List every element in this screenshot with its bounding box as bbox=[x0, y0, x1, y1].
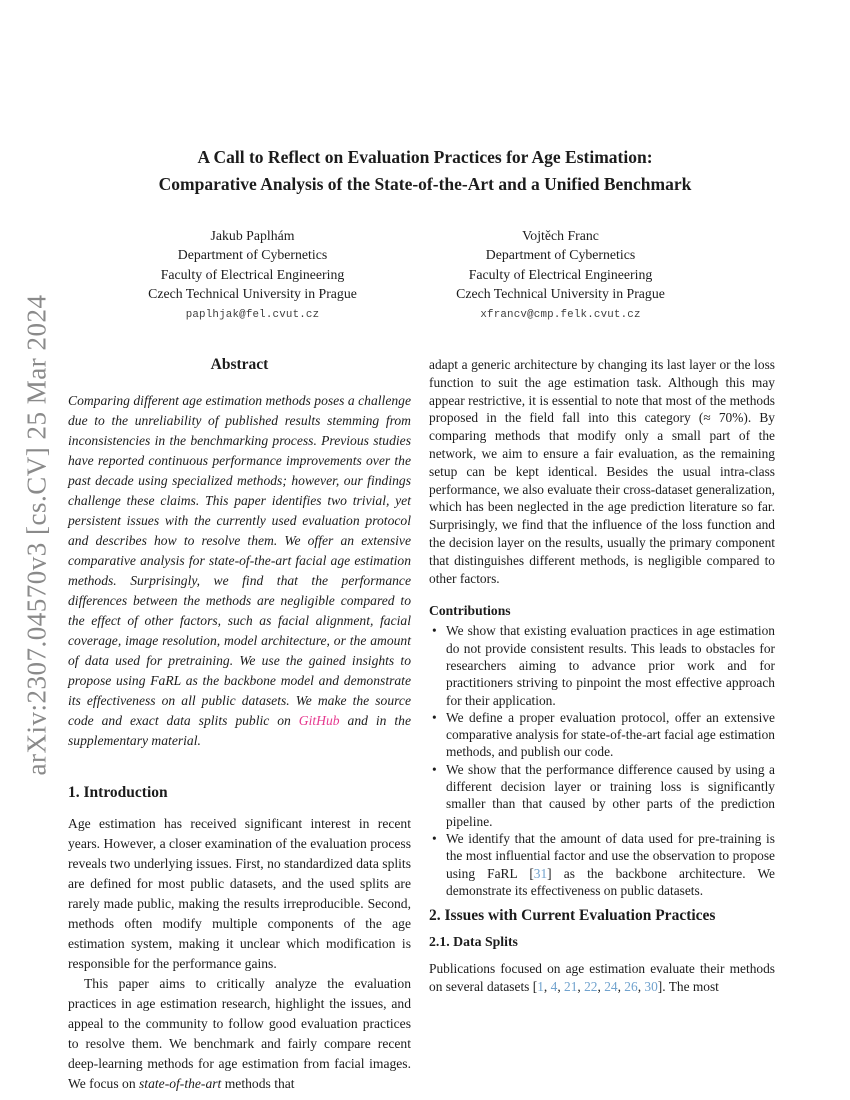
text-run: This paper aims to critically analyze the evaluation practices in age estimation research, highlight the issues, and appeal to the community to follow good evaluation practices to resolve them. We benchmark and fairly compare recent deep-learning methods for age estimation from facial images. We focus on bbox=[68, 976, 411, 1091]
text-run: ] as the backbone architecture. We demonstrate its effectiveness on public datasets. bbox=[446, 865, 775, 898]
right-column-paragraph-1: adapt a generic architecture by changing its last layer or the loss function to suit the age estimation task. Although this may appear restrictive, it is essential to note that most of the methods proposed in the field fall into this category (≈ 70%). By comparing methods that modify only a small part of the network, we aim to ensure a fair evaluation, as the remaining setup can be kept identical. Besides the usual intra-class performance, we also evaluate their cross-dataset generalization, which has been neglected in the age prediction literature so far. Surprisingly, we find that the influence of the loss function and the decision layer on the results, usually the primary component that distinguishes different methods, is negligible compared to other factors. bbox=[429, 357, 775, 586]
citation-link[interactable]: 30 bbox=[644, 978, 658, 994]
author-affiliation: Faculty of Electrical Engineering bbox=[160, 266, 345, 282]
introduction-paragraph-2 bbox=[68, 974, 411, 1094]
text-run: , bbox=[557, 978, 565, 994]
author-email: xfrancv@cmp.felk.cvut.cz bbox=[480, 308, 641, 321]
author-affiliation: Department of Cybernetics bbox=[177, 247, 328, 263]
abstract-text bbox=[68, 391, 411, 751]
citation-link[interactable]: 31 bbox=[533, 865, 548, 881]
text-run: We define a proper evaluation protocol, offer an extensive comparative analysis for state-of-the-art facial age estimation methods, and publish our code. bbox=[446, 709, 775, 760]
citation-link[interactable]: 22 bbox=[584, 978, 598, 994]
author-affiliation: Czech Technical University in Prague bbox=[456, 286, 665, 302]
right-column bbox=[429, 356, 775, 996]
author-name: Jakub Paplhám bbox=[210, 228, 295, 243]
text-run: , bbox=[617, 978, 625, 994]
section-2-heading: 2. Issues with Current Evaluation Practices bbox=[429, 907, 716, 925]
citation-link[interactable]: 4 bbox=[550, 978, 558, 994]
text-run: We show that existing evaluation practices in age estimation do not provide consistent results. This leads to obstacles for researchers aiming to advance prior work and for practitioners striving to pinpoint the most effective approach for their application. bbox=[446, 623, 775, 708]
text-run: ]. The most bbox=[657, 978, 719, 994]
arxiv-watermark: arXiv:2307.04570v3 [cs.CV] 25 Mar 2024 bbox=[21, 294, 52, 776]
paper-title-line-1: A Call to Reflect on Evaluation Practices for Age Estimation: bbox=[197, 147, 653, 167]
author-name: Vojtěch Franc bbox=[522, 228, 599, 243]
contribution-item-1 bbox=[429, 622, 775, 708]
paper-title-line-2: Comparative Analysis of the State-of-the-Art and a Unified Benchmark bbox=[158, 174, 692, 194]
contribution-item-3 bbox=[429, 761, 775, 830]
contributions-list bbox=[429, 622, 775, 899]
author-affiliation: Department of Cybernetics bbox=[485, 247, 636, 263]
text-run: Comparing different age estimation methods poses a challenge due to the unreliability of published results stemming from inconsistencies in the benchmarking process. Previous studies have reported continuous performance improvements over the past decade using specialized methods; however, our findings challenge these claims. This paper identifies two trivial, yet persistent issues with the currently used evaluation protocol and describes how to resolve them. We offer an extensive comparative analysis for state-of-the-art facial age estimation methods. Surprisingly, we find that the performance differences between the methods are negligible compared to the effect of other factors, such as facial alignment, facial coverage, image resolution, model architecture, or the amount of data used for pretraining. We use the gained insights to propose using FaRL as the backbone model and demonstrate its effectiveness on all public datasets. We make the source code and exact data splits public on bbox=[68, 393, 411, 728]
contributions-heading: Contributions bbox=[429, 603, 511, 619]
section-2-1-heading: 2.1. Data Splits bbox=[429, 934, 518, 950]
author-affiliation: Faculty of Electrical Engineering bbox=[468, 266, 653, 282]
text-run: We show that the performance difference caused by using a different decision layer or training loss is significantly smaller than that caused by other parts of the prediction pipeline. bbox=[446, 761, 775, 829]
introduction-paragraph-1: Age estimation has received significant interest in recent years. However, a closer examination of the evaluation process reveals two underlying issues. First, no standardized data splits are defined for most public datasets, and the used splits are rarely made public, making the results irreproducible. Second, methods often modify multiple components of the age estimation system, making it unclear which modification is responsible for the performance gains. bbox=[68, 816, 411, 971]
github-link[interactable]: GitHub bbox=[298, 713, 340, 728]
text-run: , bbox=[543, 978, 551, 994]
author-email: paplhjak@fel.cvut.cz bbox=[185, 308, 320, 321]
text-run: and in the supplementary material. bbox=[68, 713, 411, 748]
abstract-heading: Abstract bbox=[210, 356, 269, 373]
text-run: , bbox=[577, 978, 585, 994]
contribution-item-2 bbox=[429, 709, 775, 761]
left-column bbox=[68, 356, 411, 1094]
author-affiliation: Czech Technical University in Prague bbox=[148, 286, 357, 302]
text-run: Publications focused on age estimation evaluate their methods on several datasets [ bbox=[429, 961, 775, 994]
citation-link[interactable]: 1 bbox=[537, 978, 544, 994]
contribution-item-4 bbox=[429, 830, 775, 899]
data-splits-paragraph bbox=[429, 960, 775, 996]
text-run: , bbox=[637, 978, 645, 994]
section-1-heading: 1. Introduction bbox=[68, 784, 168, 801]
paper-title bbox=[0, 144, 850, 198]
text-run: methods that bbox=[221, 1076, 295, 1091]
text-run: We identify that the amount of data used for pre-training is the most influential factor and use the observation to propose using FaRL [ bbox=[446, 830, 775, 881]
citation-link[interactable]: 21 bbox=[564, 978, 578, 994]
citation-link[interactable]: 26 bbox=[624, 978, 638, 994]
author-block-1 bbox=[80, 226, 425, 325]
text-run: , bbox=[597, 978, 605, 994]
citation-link[interactable]: 24 bbox=[604, 978, 618, 994]
text-run: state-of-the-art bbox=[139, 1076, 222, 1091]
author-block-2 bbox=[388, 226, 733, 325]
